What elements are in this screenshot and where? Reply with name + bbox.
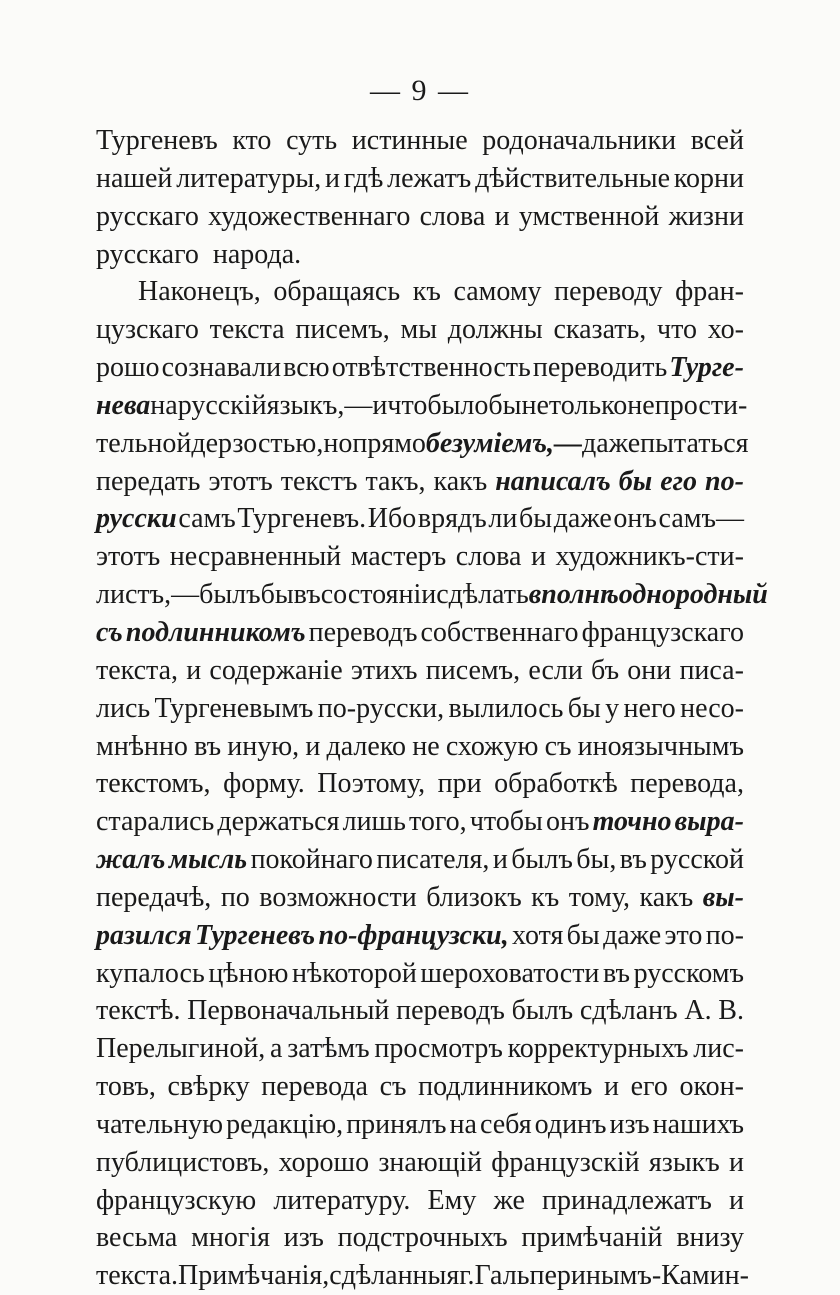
word: врядъ	[417, 503, 487, 535]
word: по-	[705, 465, 744, 497]
word: купалось	[96, 957, 205, 989]
word: несравненный	[169, 541, 342, 573]
word: текста.	[96, 1260, 179, 1292]
word: должны	[447, 314, 543, 346]
word: бы	[518, 503, 553, 535]
word: русскаго	[96, 238, 199, 270]
word: далеко	[326, 730, 407, 762]
word: чтобы	[469, 806, 543, 838]
word: писемъ,	[425, 654, 521, 686]
word: былъ	[511, 844, 573, 876]
word: подстрочныхъ	[337, 1222, 508, 1254]
word: товъ,	[96, 1071, 156, 1103]
word: выра-	[674, 806, 744, 838]
word: свѣрку	[167, 1071, 250, 1103]
word: мысль	[168, 844, 248, 876]
word: тому,	[568, 881, 631, 913]
word: кто	[232, 125, 272, 156]
word: иную,	[227, 730, 300, 762]
word: было	[427, 389, 489, 421]
word: бы	[260, 579, 294, 611]
word: себя	[479, 1108, 532, 1140]
word: и	[186, 654, 202, 686]
text-line	[96, 765, 744, 803]
word: перевода	[261, 1071, 368, 1103]
word: художественнаго	[208, 200, 411, 232]
word: всю	[283, 352, 330, 384]
word: суть	[286, 125, 338, 156]
word: публицистовъ,	[96, 1146, 270, 1178]
word: непрости-	[627, 389, 748, 421]
text-line	[96, 463, 744, 501]
word: Наконецъ,	[138, 276, 261, 308]
word: какъ	[433, 465, 488, 497]
word: не	[521, 389, 549, 421]
word: что	[657, 314, 697, 346]
word: истинные	[351, 125, 468, 156]
word: дѣйствительные	[475, 162, 671, 194]
word: Тургеневъ	[96, 125, 218, 156]
word: текстомъ,	[96, 768, 211, 800]
text-line	[96, 236, 744, 274]
text-line	[96, 160, 744, 198]
word: лис-	[693, 1033, 744, 1065]
word: этихъ	[350, 654, 418, 686]
word: переводу	[554, 276, 663, 308]
word: по-русски,	[317, 692, 445, 724]
word: самъ	[178, 503, 236, 535]
word: литературы,	[176, 162, 322, 194]
word: онъ	[613, 503, 657, 535]
word: Перелыгиной,	[96, 1033, 266, 1065]
word: нева	[96, 389, 151, 421]
word: на	[150, 389, 178, 421]
word: однородный	[618, 579, 768, 611]
word: вполнѣ	[528, 579, 619, 611]
word: французскаго	[581, 616, 744, 648]
word: дерзостью,	[191, 427, 324, 459]
word: русскій	[177, 389, 267, 421]
word: французскій	[491, 1146, 640, 1178]
word: примѣчаній	[521, 1222, 663, 1254]
word: сдѣлать	[436, 579, 529, 611]
word: жизни	[668, 200, 744, 232]
word: разился	[96, 919, 192, 951]
word: бы	[567, 692, 601, 724]
word: изъ	[609, 1108, 650, 1140]
word: подлинникомъ	[418, 1071, 593, 1103]
word: переводить	[532, 352, 668, 384]
word: русской	[650, 844, 744, 876]
word: содержаніе	[209, 654, 343, 686]
word: и	[325, 162, 340, 194]
word: передать	[96, 465, 201, 497]
word: принялъ	[346, 1108, 447, 1140]
word: цузскаго	[96, 314, 199, 346]
word: бы	[618, 465, 653, 497]
word: же	[493, 1184, 525, 1216]
word: несо-	[680, 692, 744, 724]
word: русски	[96, 503, 177, 535]
word: и	[603, 1071, 619, 1103]
word: подлинникомъ	[125, 616, 306, 648]
word: перевода,	[630, 768, 744, 800]
text-line	[96, 992, 744, 1030]
text-line	[96, 198, 744, 236]
word: прямо	[352, 427, 426, 459]
word: писемъ,	[295, 314, 390, 346]
word: не	[412, 730, 440, 762]
word: Первоначальный	[187, 995, 390, 1027]
word: языкъ,—и	[266, 389, 388, 421]
word: а	[270, 1033, 283, 1065]
word: близокъ	[426, 881, 522, 913]
word: художникъ-сти-	[555, 541, 744, 573]
word: писа-	[679, 654, 744, 686]
text-line	[96, 841, 744, 879]
word: всей	[690, 125, 744, 156]
word: къ	[531, 881, 560, 913]
word: народа.	[212, 238, 302, 270]
word: и	[729, 1184, 744, 1216]
word: какъ	[639, 881, 694, 913]
text-line	[96, 614, 744, 652]
word: по-	[705, 919, 744, 951]
word: шероховатости	[420, 957, 600, 989]
word: Тургеневъ	[195, 919, 316, 951]
word: собственнаго	[420, 616, 579, 648]
word: этотъ	[96, 541, 161, 573]
word: лишь	[342, 806, 406, 838]
word: г.	[459, 1260, 475, 1292]
word: листъ,—былъ	[96, 579, 261, 611]
word: него	[623, 692, 676, 724]
word: текстѣ.	[96, 995, 181, 1027]
word: состояніи	[320, 579, 437, 611]
word: у	[605, 692, 620, 724]
word: Ибо	[367, 503, 417, 535]
word: переводъ	[396, 995, 505, 1027]
word: только	[548, 389, 628, 421]
word: гдѣ	[343, 162, 384, 194]
word: къ	[412, 276, 441, 308]
word: старались	[96, 806, 215, 838]
word: обработкѣ	[494, 768, 618, 800]
word: по	[220, 881, 250, 913]
text-line	[96, 349, 744, 387]
word: Примѣчанія,	[178, 1260, 330, 1292]
word: изъ	[283, 1222, 324, 1254]
word: обращаясь	[273, 276, 401, 308]
word: нѣкоторой	[291, 957, 417, 989]
word: вылилось	[448, 692, 564, 724]
word: весьма	[96, 1222, 178, 1254]
word: даже	[553, 503, 612, 535]
word: его	[660, 465, 697, 497]
word: бы,	[576, 844, 617, 876]
text-line	[96, 122, 744, 160]
word: мы	[400, 314, 437, 346]
word: въ	[603, 957, 631, 989]
word: самъ—	[658, 503, 744, 535]
text-line	[96, 728, 744, 766]
text-line	[96, 387, 748, 425]
word: Гальперинымъ-Камин-	[474, 1260, 749, 1292]
word: ли	[488, 503, 518, 535]
word: литературу.	[273, 1184, 411, 1216]
word: переводъ	[308, 616, 418, 648]
word: одинъ	[534, 1108, 607, 1140]
word: корректурныхъ	[507, 1033, 689, 1065]
word: Тургеневъ.	[237, 503, 367, 535]
word: В.	[718, 995, 744, 1027]
word: написалъ	[495, 465, 611, 497]
word: иноязычнымъ	[577, 730, 744, 762]
word: въ	[293, 579, 321, 611]
text-line	[96, 879, 744, 917]
word: его	[630, 1071, 668, 1103]
word: внизу	[676, 1222, 744, 1254]
word: былъ	[511, 995, 574, 1027]
word: русскомъ	[633, 957, 744, 989]
word: и	[492, 844, 508, 876]
word: съ	[96, 616, 123, 648]
word: на	[449, 1108, 477, 1140]
word: по-французски,	[318, 919, 509, 951]
word: покойнаго	[250, 844, 373, 876]
text-line	[96, 917, 744, 955]
word: Поэтому,	[317, 768, 426, 800]
text-line	[96, 955, 744, 993]
word: передачѣ,	[96, 881, 212, 913]
word: даже	[603, 919, 662, 951]
word: слова	[419, 200, 486, 232]
text-line	[96, 1068, 744, 1106]
word: жалъ	[96, 844, 166, 876]
text-line	[96, 1030, 744, 1068]
word: и	[305, 730, 321, 762]
word: бы	[488, 389, 522, 421]
word: это	[664, 919, 703, 951]
word: текста	[209, 314, 285, 346]
word: и	[494, 200, 510, 232]
word: многія	[191, 1222, 270, 1254]
word: сдѣланъ	[579, 995, 678, 1027]
text-line	[96, 425, 749, 463]
text-line	[96, 803, 744, 841]
text-line	[96, 500, 744, 538]
word: цѣною	[208, 957, 289, 989]
word: форму.	[223, 768, 305, 800]
word: принадлежатъ	[542, 1184, 712, 1216]
word: въ	[619, 844, 647, 876]
word: языкъ	[648, 1146, 720, 1178]
word: но	[323, 427, 353, 459]
word: если	[528, 654, 583, 686]
word: затѣмъ	[287, 1033, 370, 1065]
word: онъ	[545, 806, 590, 838]
word: возможности	[259, 881, 417, 913]
word: писателя,	[376, 844, 490, 876]
text-line	[96, 690, 744, 728]
text-line	[96, 538, 744, 576]
text-line	[96, 1257, 749, 1295]
word: хорошо	[278, 1146, 370, 1178]
text-line	[96, 576, 768, 614]
word: точно	[592, 806, 672, 838]
word: окон-	[679, 1071, 744, 1103]
word: самому	[453, 276, 542, 308]
word: того,	[409, 806, 467, 838]
word: французскую	[96, 1184, 257, 1216]
word: безуміемъ,—	[425, 427, 583, 459]
word: русскаго	[96, 200, 199, 232]
text-line	[96, 1144, 744, 1182]
word: А.	[684, 995, 712, 1027]
word: въ	[194, 730, 222, 762]
word: сдѣланныя	[329, 1260, 460, 1292]
text-line	[96, 1219, 744, 1257]
word: слова	[455, 541, 522, 573]
word: корни	[673, 162, 744, 194]
text-line	[96, 311, 744, 349]
word: текстъ	[280, 465, 358, 497]
word: Тургеневымъ	[154, 692, 314, 724]
word: такъ,	[365, 465, 426, 497]
word: мастеръ	[350, 541, 447, 573]
word: умственной	[518, 200, 660, 232]
word: вы-	[702, 881, 744, 913]
word: при	[437, 768, 482, 800]
word: пытаться	[640, 427, 749, 459]
word: текста,	[96, 654, 179, 686]
word: этотъ	[208, 465, 273, 497]
word: сказать,	[553, 314, 647, 346]
word: родоначальники	[482, 125, 677, 156]
word: нашей	[96, 162, 173, 194]
word: схожую	[445, 730, 539, 762]
word: и	[728, 1146, 744, 1178]
word: рошо	[96, 352, 160, 384]
word: сознавали	[161, 352, 282, 384]
text-line	[96, 1182, 744, 1220]
word: и	[531, 541, 546, 573]
word: даже	[582, 427, 641, 459]
word: Турге-	[669, 352, 744, 384]
page-number: — 9 —	[370, 74, 470, 107]
word: Ему	[427, 1184, 477, 1216]
word: хо-	[707, 314, 744, 346]
body-text	[96, 122, 768, 1295]
word: знающій	[378, 1146, 483, 1178]
text-line	[96, 273, 744, 311]
word: держаться	[217, 806, 340, 838]
text-line	[96, 1106, 744, 1144]
word: чательную	[96, 1108, 224, 1140]
word: бъ	[591, 654, 620, 686]
word: просмотръ	[374, 1033, 503, 1065]
text-line	[96, 652, 744, 690]
word: тельной	[96, 427, 192, 459]
word: нашихъ	[652, 1108, 744, 1140]
word: съ	[379, 1071, 407, 1103]
word: они	[627, 654, 672, 686]
word: фран-	[675, 276, 744, 308]
word: редакцію,	[226, 1108, 344, 1140]
word: мнѣнно	[96, 730, 188, 762]
word: хотя	[512, 919, 564, 951]
word: отвѣтственность	[331, 352, 531, 384]
word: съ	[544, 730, 572, 762]
word: лежатъ	[387, 162, 472, 194]
word: лись	[96, 692, 151, 724]
word: бы	[566, 919, 600, 951]
word: что	[387, 389, 428, 421]
